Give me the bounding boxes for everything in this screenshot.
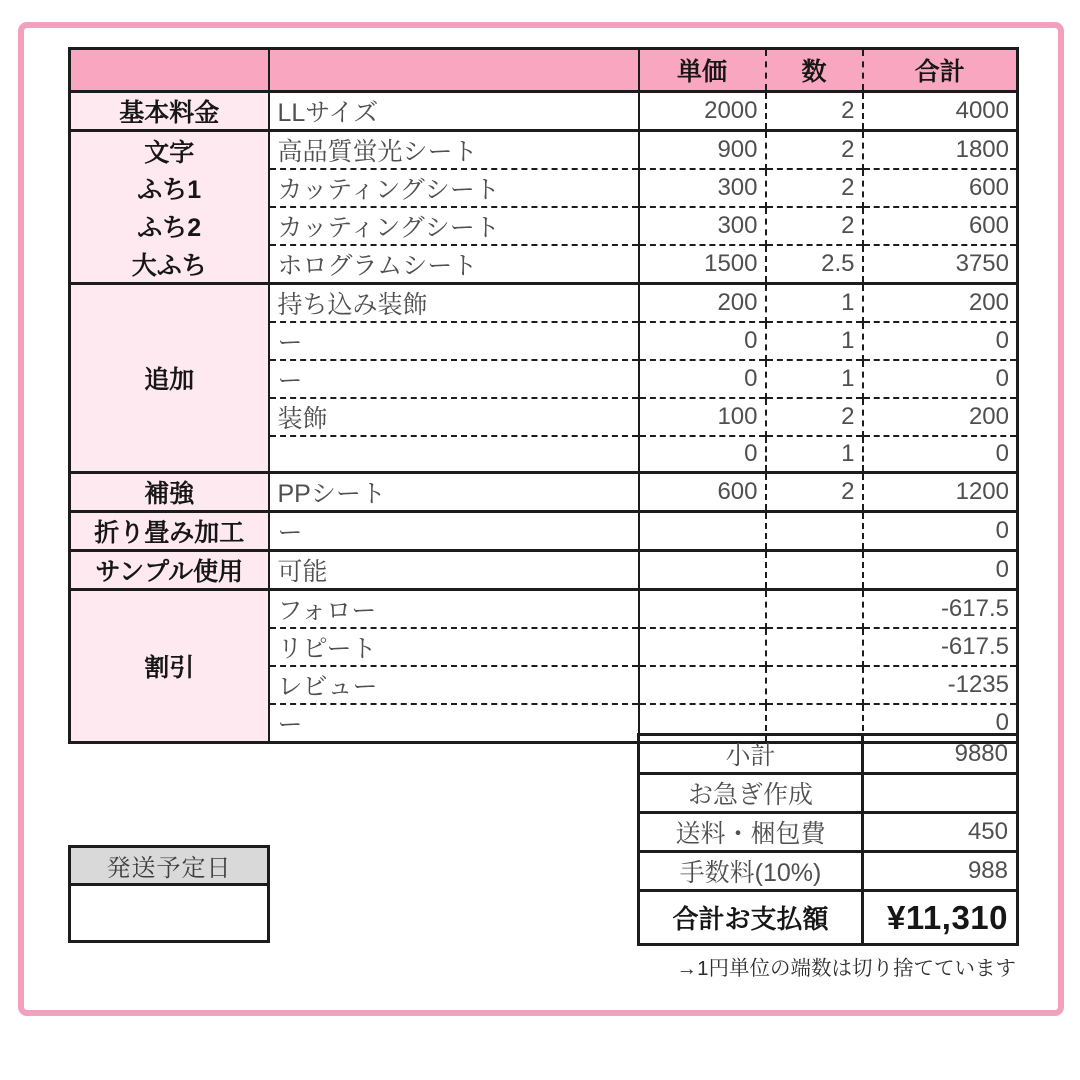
shipping-fee-label: 送料・梱包費: [639, 813, 863, 852]
cell-desc: ー: [269, 512, 639, 551]
row-category-label: ふち2: [70, 207, 269, 245]
cell-unit: 100: [639, 398, 766, 436]
subtotal-value: 9880: [863, 735, 1018, 774]
row-category-label: 割引: [70, 590, 269, 743]
row-category-label: 文字: [70, 131, 269, 170]
commission-value: 988: [863, 852, 1018, 891]
row-category-label: サンプル使用: [70, 551, 269, 590]
rush-value: [863, 774, 1018, 813]
cell-qty: [766, 551, 863, 590]
price-table-row: [70, 245, 1018, 284]
row-category-label: 補強: [70, 473, 269, 512]
cell-desc: カッティングシート: [269, 169, 639, 207]
cell-qty: 2: [766, 131, 863, 170]
subtotal-label: 小計: [639, 735, 863, 774]
row-category-label: 追加: [70, 284, 269, 473]
row-category-label: 基本料金: [70, 92, 269, 131]
cell-total: 0: [863, 704, 1018, 743]
cell-qty: 1: [766, 322, 863, 360]
summary-row-grand-total: [639, 891, 1018, 945]
cell-total: 0: [863, 322, 1018, 360]
price-table: [68, 47, 1019, 744]
row-category-label: 大ふち: [70, 245, 269, 284]
cell-desc: ホログラムシート: [269, 245, 639, 284]
cell-total: 1200: [863, 473, 1018, 512]
cell-desc: [269, 436, 639, 473]
price-table-row: [70, 473, 1018, 512]
cell-desc: 装飾: [269, 398, 639, 436]
cell-qty: [766, 628, 863, 666]
cell-desc: ー: [269, 704, 639, 743]
cell-unit: 300: [639, 207, 766, 245]
cell-desc: ー: [269, 322, 639, 360]
price-table-row: [70, 590, 1018, 629]
cell-desc: カッティングシート: [269, 207, 639, 245]
cell-total: 1800: [863, 131, 1018, 170]
cell-qty: 1: [766, 284, 863, 323]
cell-desc: 高品質蛍光シート: [269, 131, 639, 170]
cell-unit: [639, 628, 766, 666]
cell-qty: [766, 512, 863, 551]
cell-total: 0: [863, 512, 1018, 551]
cell-desc: リピート: [269, 628, 639, 666]
cell-qty: 2.5: [766, 245, 863, 284]
header-cell-empty-label: [70, 49, 269, 92]
summary-row-commission: [639, 852, 1018, 891]
cell-total: 0: [863, 360, 1018, 398]
cell-unit: 1500: [639, 245, 766, 284]
header-cell-quantity: 数: [766, 49, 863, 92]
cell-unit: 0: [639, 322, 766, 360]
shipping-date-value: [68, 886, 270, 943]
cell-unit: 2000: [639, 92, 766, 131]
cell-desc: フォロー: [269, 590, 639, 629]
cell-total: 4000: [863, 92, 1018, 131]
price-table-row: [70, 512, 1018, 551]
cell-unit: 0: [639, 436, 766, 473]
cell-qty: 1: [766, 360, 863, 398]
price-table-row: [70, 551, 1018, 590]
commission-label: 手数料(10%): [639, 852, 863, 891]
price-table-row: [70, 131, 1018, 170]
header-cell-unit-price: 単価: [639, 49, 766, 92]
cell-total: 200: [863, 398, 1018, 436]
cell-total: -617.5: [863, 628, 1018, 666]
cell-qty: 2: [766, 398, 863, 436]
cell-unit: [639, 551, 766, 590]
price-table-row: [70, 284, 1018, 323]
cell-qty: 1: [766, 436, 863, 473]
cell-total: 600: [863, 207, 1018, 245]
cell-qty: 2: [766, 169, 863, 207]
cell-unit: 0: [639, 360, 766, 398]
row-category-label: ふち1: [70, 169, 269, 207]
grand-total-label: 合計お支払額: [639, 891, 863, 945]
cell-unit: 900: [639, 131, 766, 170]
cell-qty: 2: [766, 92, 863, 131]
rush-label: お急ぎ作成: [639, 774, 863, 813]
shipping-date-box: [68, 845, 270, 943]
cell-total: 200: [863, 284, 1018, 323]
cell-total: 3750: [863, 245, 1018, 284]
price-table-header-row: [70, 49, 1018, 92]
shipping-date-title: 発送予定日: [68, 845, 270, 886]
cell-qty: 2: [766, 207, 863, 245]
cell-total: -1235: [863, 666, 1018, 704]
cell-total: 600: [863, 169, 1018, 207]
price-table-row: [70, 207, 1018, 245]
cell-unit: [639, 512, 766, 551]
cell-total: -617.5: [863, 590, 1018, 629]
cell-qty: [766, 666, 863, 704]
price-table-body: [70, 92, 1018, 743]
cell-total: 0: [863, 551, 1018, 590]
summary-row-shipping: [639, 813, 1018, 852]
shipping-fee-value: 450: [863, 813, 1018, 852]
cell-desc: LLサイズ: [269, 92, 639, 131]
price-table-row: [70, 169, 1018, 207]
grand-total-value: ¥11,310: [863, 891, 1018, 945]
cell-unit: [639, 666, 766, 704]
cell-qty: [766, 590, 863, 629]
cell-desc: ー: [269, 360, 639, 398]
cell-unit: [639, 590, 766, 629]
header-cell-empty-desc: [269, 49, 639, 92]
row-category-label: 折り畳み加工: [70, 512, 269, 551]
summary-row-rush: [639, 774, 1018, 813]
cell-desc: 持ち込み装飾: [269, 284, 639, 323]
cell-desc: 可能: [269, 551, 639, 590]
rounding-footnote: →1円単位の端数は切り捨てています: [676, 957, 1016, 980]
cell-unit: 200: [639, 284, 766, 323]
cell-desc: PPシート: [269, 473, 639, 512]
cell-total: 0: [863, 436, 1018, 473]
cell-unit: 600: [639, 473, 766, 512]
cell-desc: レビュー: [269, 666, 639, 704]
price-table-row: [70, 92, 1018, 131]
cell-unit: 300: [639, 169, 766, 207]
summary-row-subtotal: [639, 735, 1018, 774]
cell-qty: 2: [766, 473, 863, 512]
header-cell-total: 合計: [863, 49, 1018, 92]
summary-table: [637, 733, 1019, 946]
